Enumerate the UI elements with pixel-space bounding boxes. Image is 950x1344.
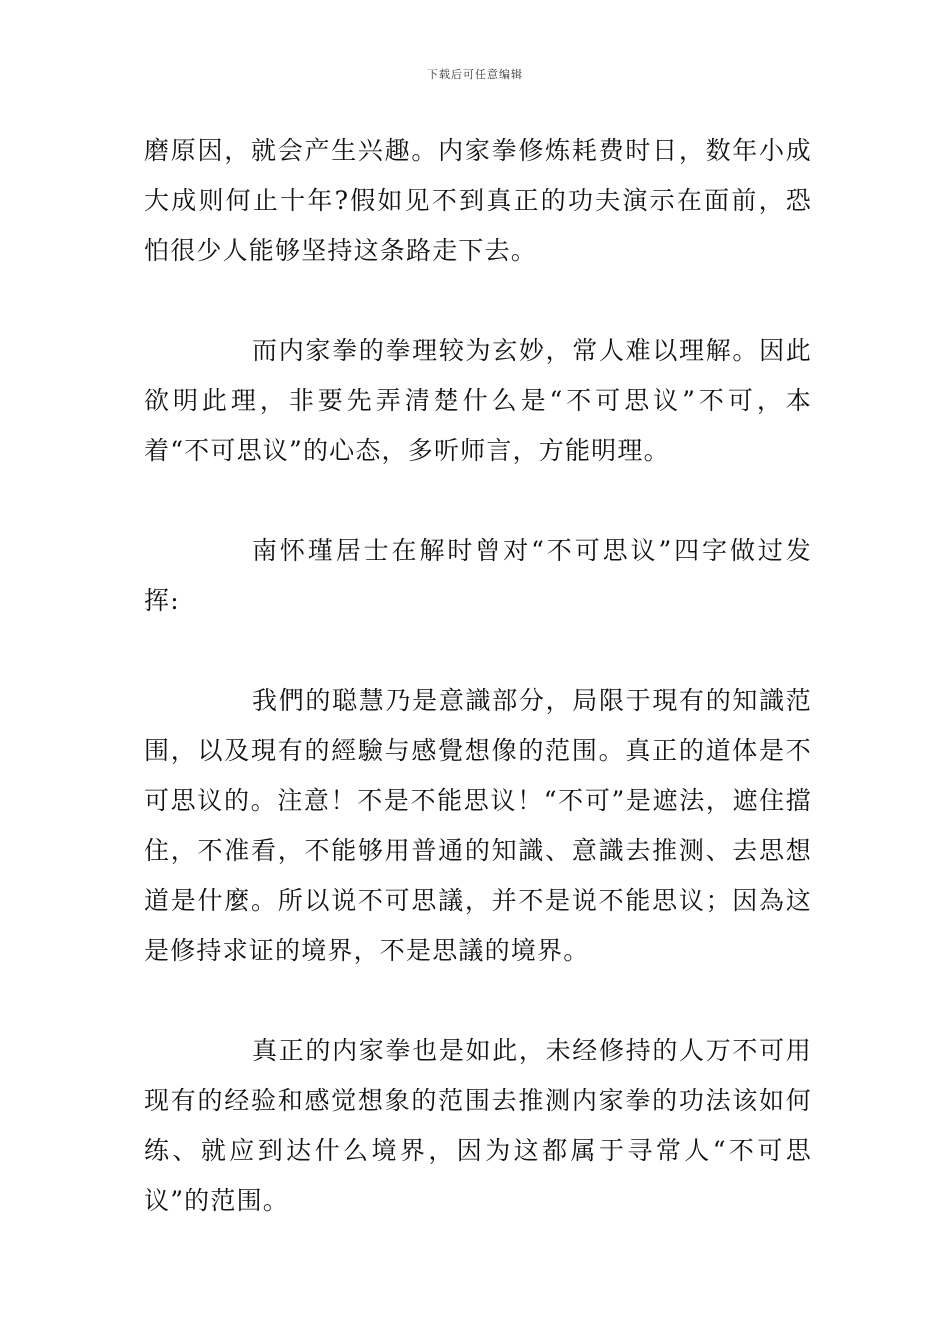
paragraph-nan-huaijin-intro: 南怀瑾居士在解时曾对“不可思议”四字做过发挥: xyxy=(144,536,812,615)
paragraph-gap xyxy=(144,476,812,526)
paragraph-boxing-theory: 而内家拳的拳理较为玄妙，常人难以理解。因此欲明此理，非要先弄清楚什么是“不可思议”不可，本着“不可思议”的心态，多听师言，方能明理。 xyxy=(144,336,812,465)
paragraph-gap xyxy=(144,276,812,326)
document-body xyxy=(144,126,812,1226)
paragraph-continuation: 磨原因，就会产生兴趣。内家拳修炼耗费时日，数年小成大成则何止十年?假如见不到真正的功夫演示在面前，恐怕很少人能够坚持这条路走下去。 xyxy=(144,136,812,265)
paragraph-gap xyxy=(144,976,812,1026)
paragraph-gap xyxy=(144,626,812,676)
page-header-note: 下载后可任意编辑 xyxy=(427,68,523,81)
paragraph-conclusion: 真正的内家拳也是如此，未经修持的人万不可用现有的经验和感觉想象的范围去推测内家拳的功法该如何练、就应到达什么境界，因为这都属于寻常人“不可思议”的范围。 xyxy=(144,1036,812,1215)
paragraph-quotation: 我們的聪慧乃是意識部分，局限于現有的知識范围，以及現有的經驗与感覺想像的范围。真正的道体是不可思议的。注意！不是不能思议！“不可”是遮法，遮住擋住，不准看，不能够用普通的知識、意識去推测、去思想道是什麼。所以说不可思議，并不是说不能思议；因為这是修持求证的境界，不是思議的境界。 xyxy=(144,686,812,965)
